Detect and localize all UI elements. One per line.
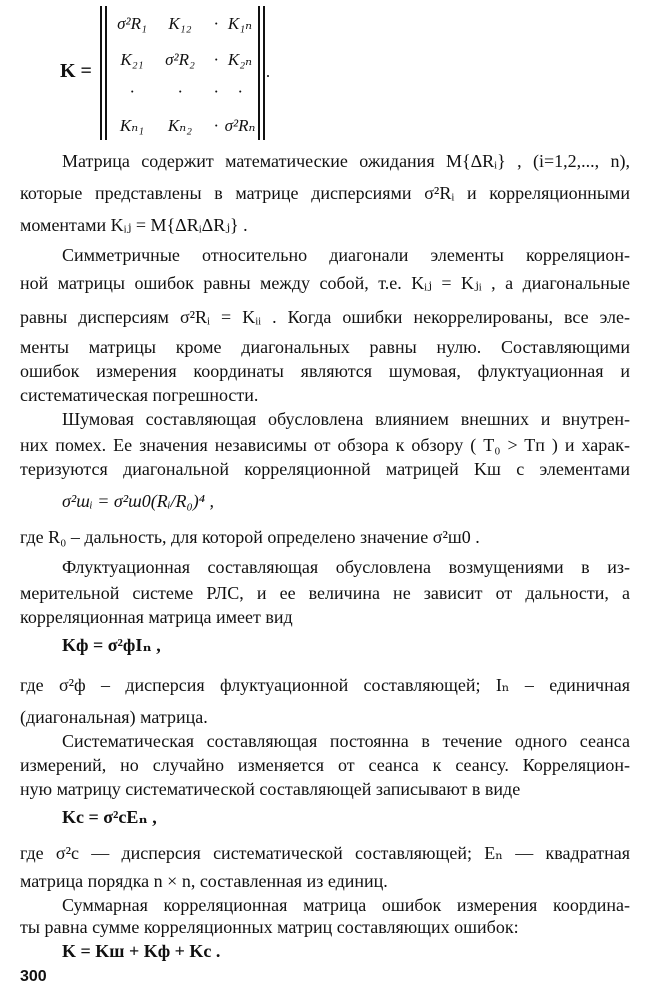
text-line: Систематическая составляющая постоянна в течение одного сеанса <box>62 731 630 751</box>
matrix-cell: · <box>213 50 219 69</box>
text-line: которые представлены в матрице дисперсиями σ²Rᵢ и корреляционными <box>20 183 630 203</box>
text-line: равны дисперсиям σ²Rᵢ = Kᵢᵢ . Когда ошибки некоррелированы, все эле- <box>20 307 630 327</box>
text-line: менты матрицы кроме диагональных равны нулю. Составляющими <box>20 337 630 357</box>
text-line: измерений, но случайно изменяется от сеанса к сеансу. Корреляцион- <box>20 755 630 775</box>
text-line: теризуются диагональной корреляционной матрицей Kш с элементами <box>20 459 630 479</box>
matrix-cell: σ²R₁ <box>117 14 147 33</box>
text-line: (диагональная) матрица. <box>20 707 208 727</box>
text-line: где σ²ф – дисперсия флуктуационной составляющей; Iₙ – единичная <box>20 675 630 695</box>
correlation-matrix <box>60 4 280 144</box>
formula-noise: σ²шᵢ = σ²ш0(Rᵢ/R₀)⁴ , <box>62 491 215 511</box>
matrix-cell: · <box>213 82 219 101</box>
matrix-cell: · <box>213 14 219 33</box>
text-line: Симметричные относительно диагонали элементы корреляцион- <box>62 245 630 265</box>
formula-syst: Kc = σ²cEₙ , <box>62 807 157 827</box>
matrix-cell: Kₙ₂ <box>167 116 193 135</box>
text-line: ной матрицы ошибок равны между собой, т.е. Kᵢⱼ = Kⱼᵢ , а диагональные <box>20 273 630 293</box>
matrix-cell: · <box>129 82 135 101</box>
formula-sum: K = Kш + Kф + Kc . <box>62 941 221 961</box>
text-line: где σ²c — дисперсия систематической составляющей; Eₙ — квадратная <box>20 843 630 863</box>
formula-fluct: Kф = σ²фIₙ , <box>62 635 161 655</box>
text-line: матрица порядка n × n, составленная из единиц. <box>20 871 388 891</box>
matrix-cell: · <box>177 82 183 101</box>
text-line: где R₀ – дальность, для которой определено значение σ²ш0 . <box>20 527 480 547</box>
text-line: ную матрицу систематической составляющей записывают в виде <box>20 779 521 799</box>
matrix-cell: K₁ₙ <box>227 14 253 33</box>
text-line: корреляционная матрица имеет вид <box>20 607 293 627</box>
matrix-label: K = <box>60 60 92 82</box>
matrix-end-period: . <box>265 62 271 81</box>
matrix-cell: K₂₁ <box>120 50 144 69</box>
matrix-cell: · <box>213 116 219 135</box>
matrix-cell: σ²Rₙ <box>224 116 256 135</box>
matrix-cell: K₁₂ <box>168 14 192 33</box>
matrix-cell: σ²R₂ <box>165 50 195 69</box>
matrix-cell: · <box>237 82 243 101</box>
text-line: Матрица содержит математические ожидания M{ΔRᵢ} , (i=1,2,..., n), <box>62 151 630 171</box>
text-line: них помех. Ее значения независимы от обзора к обзору ( T₀ > Tп ) и харак- <box>20 435 630 455</box>
text-line: Флуктуационная составляющая обусловлена возмущениями в из- <box>62 557 630 577</box>
text-line: ты равна сумме корреляционных матриц составляющих ошибок: <box>20 917 519 937</box>
text-line: Шумовая составляющая обусловлена влиянием внешних и внутрен- <box>62 409 630 429</box>
page-number: 300 <box>20 968 47 985</box>
text-line: Суммарная корреляционная матрица ошибок измерения координа- <box>62 895 630 915</box>
text-line: систематическая погрешности. <box>20 385 259 405</box>
matrix-left-bar-1 <box>100 6 102 140</box>
text-line: ошибок измерения координаты являются шумовая, флуктуационная и <box>20 361 630 381</box>
matrix-cell: K₂ₙ <box>227 50 253 69</box>
matrix-cell: Kₙ₁ <box>119 116 145 135</box>
text-line: мерительной системе РЛС, и ее величина не зависит от дальности, а <box>20 583 630 603</box>
text-line: моментами Kᵢⱼ = M{ΔRᵢΔRⱼ} . <box>20 215 248 235</box>
